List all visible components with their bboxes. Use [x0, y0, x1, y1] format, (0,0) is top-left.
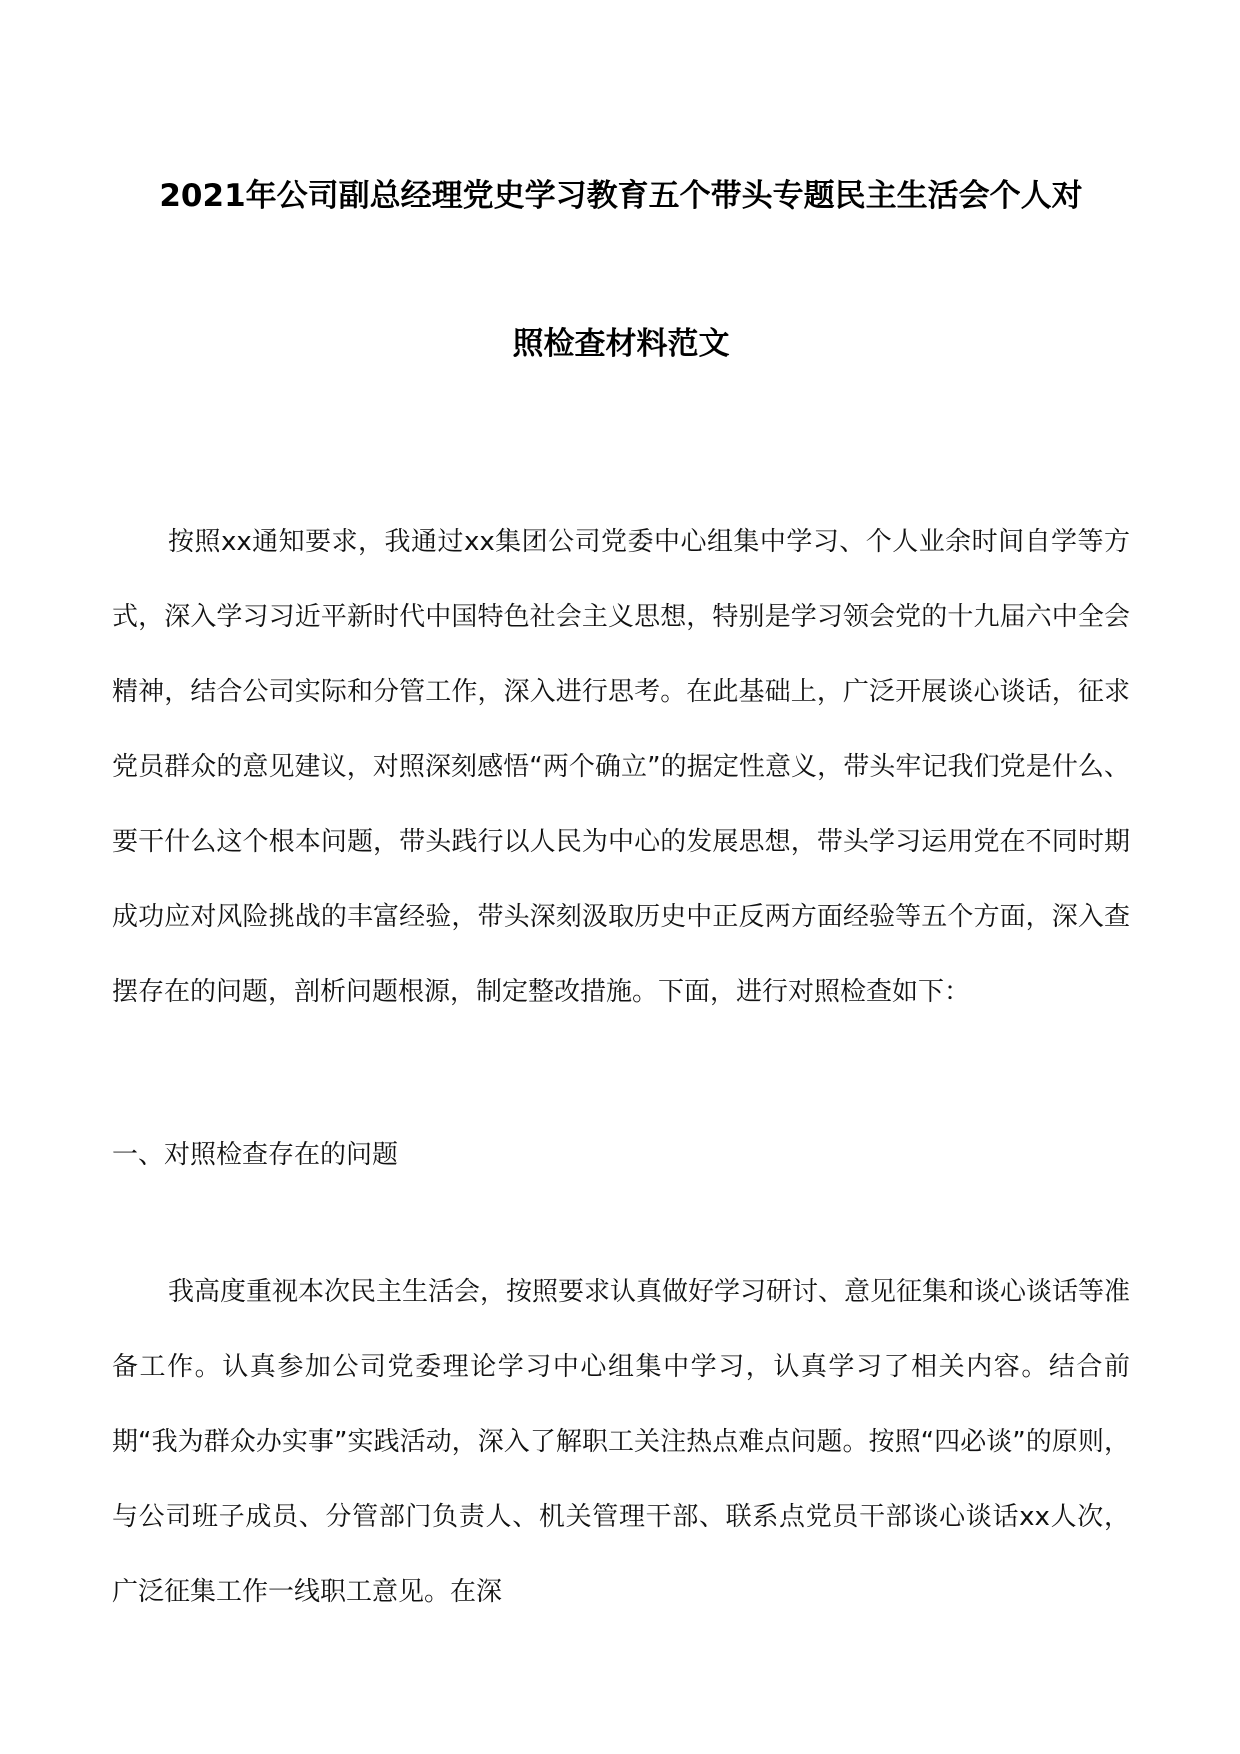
- section-paragraph: 我高度重视本次民主生活会，按照要求认真做好学习研讨、意见征集和谈心谈话等准备工作。认真参加公司党委理论学习中心组集中学习，认真学习了相关内容。结合前期“我为群众办实事”实践活动，深入了解职工关注热点难点问题。按照“四必谈”的原则，与公司班子成员、分管部门负责人、机关管理干部、联系点党员干部谈心谈话xx人次，广泛征集工作一线职工意见。在深: [112, 1277, 1131, 1607]
- intro-paragraph-block: [112, 505, 1130, 1030]
- section-paragraph-block: [112, 1255, 1130, 1630]
- title-line-2: 照检查材料范文: [512, 326, 730, 362]
- section-heading: 一、对照检查存在的问题: [112, 1140, 399, 1170]
- intro-paragraph: 按照xx通知要求，我通过xx集团公司党委中心组集中学习、个人业余时间自学等方式，深入学习习近平新时代中国特色社会主义思想，特别是学习领会党的十九届六中全会精神，结合公司实际和分管工作，深入进行思考。在此基础上，广泛开展谈心谈话，征求党员群众的意见建议，对照深刻感悟“两个确立”的据定性意义，带头牢记我们党是什么、要干什么这个根本问题，带头践行以人民为中心的发展思想，带头学习运用党在不同时期成功应对风险挑战的丰富经验，带头深刻汲取历史中正反两方面经验等五个方面，深入查摆存在的问题，剖析问题根源，制定整改措施。下面，进行对照检查如下：: [112, 527, 1130, 1007]
- title-line-1: 2021年公司副总经理党史学习教育五个带头专题民主生活会个人对: [159, 178, 1083, 214]
- document-title: [112, 176, 1130, 364]
